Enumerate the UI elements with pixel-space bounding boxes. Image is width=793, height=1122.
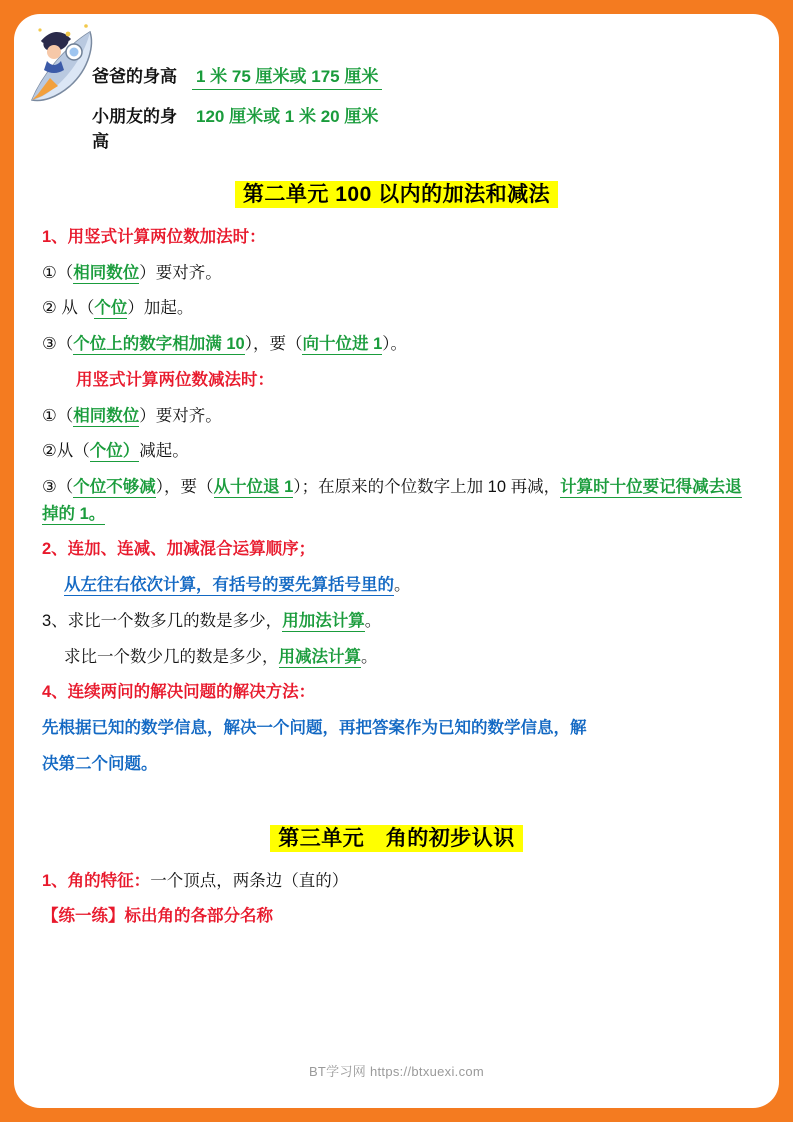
- unit2-sub-rule-3: [42, 474, 751, 527]
- rule-suffix: ）加起。: [127, 299, 194, 318]
- item3-suffix: 。: [364, 611, 382, 630]
- rule-prefix: ①（: [42, 406, 74, 425]
- rule-suffix: 减起。: [139, 442, 189, 461]
- item3-answer: 用加法计算: [282, 611, 365, 630]
- rule-answer-2: 从十位退 1: [213, 478, 294, 497]
- rule-answer: 个位: [94, 299, 128, 318]
- unit2-item4-heading: 4、连续两问的解决问题的解决方法：: [42, 683, 316, 702]
- rule-middle: ），要（: [155, 478, 214, 497]
- unit3-item1: [42, 868, 751, 895]
- rule-answer: 相同数位: [73, 406, 140, 425]
- item3b-answer: 用减法计算: [278, 647, 361, 666]
- unit2-item2-heading: 2、连加、连减、加减混合运算顺序；: [42, 540, 316, 559]
- rule-note: 计算时十位要记得减去退掉的 1。: [42, 478, 742, 523]
- rule-prefix: ③（: [42, 335, 74, 354]
- unit2-item2-body: [42, 572, 751, 599]
- item2-suffix: 。: [394, 576, 411, 595]
- unit3-title: [42, 822, 751, 852]
- height-table: [42, 14, 751, 152]
- rule-suffix: ）要对齐。: [139, 263, 222, 282]
- row-value: 120 厘米或 1 米 20 厘米: [196, 107, 379, 126]
- unit2-item3b: [42, 644, 751, 671]
- row-label: 小朋友的身高: [92, 107, 177, 151]
- footer-watermark: BT学习网 https://btxuexi.com: [308, 1064, 485, 1079]
- table-row: [42, 102, 751, 152]
- rule-middle: ），要（: [244, 335, 303, 354]
- rule-prefix: ③（: [42, 478, 74, 497]
- unit2-sub-rule-1: [42, 403, 751, 430]
- rule-suffix: ）要对齐。: [139, 406, 222, 425]
- item3b-prefix: 求比一个数少几的数是多少，: [64, 647, 279, 666]
- rule-prefix: ②从（: [42, 442, 90, 461]
- item2-answer: 从左往右依次计算，有括号的要先算括号里的: [64, 576, 394, 595]
- item3b-suffix: 。: [361, 647, 378, 666]
- page-content: [14, 14, 779, 1108]
- unit2-sub-heading: 用竖式计算两位数减法时：: [76, 370, 274, 389]
- unit2-title: [42, 178, 751, 208]
- unit2-title-text: 第二单元 100 以内的加法和减法: [235, 181, 558, 208]
- row-value: 1 米 75 厘米或 175 厘米: [192, 62, 382, 90]
- unit2-sub-rule-2: [42, 438, 751, 465]
- rule-prefix: ② 从（: [42, 299, 95, 318]
- rocket-illustration-icon: [20, 16, 116, 112]
- table-row: [42, 62, 751, 90]
- rule-suffix: ）。: [382, 335, 407, 354]
- rule-answer-2: 向十位进 1: [302, 335, 383, 354]
- unit2-add-rule-1: [42, 260, 751, 287]
- unit3-item1-prefix: 1、角的特征：: [42, 871, 151, 890]
- unit2-item4-body-line1: 先根据已知的数学信息，解决一个问题，再把答案作为已知的数学信息，解: [42, 719, 587, 738]
- unit2-item1-heading: 1、用竖式计算两位数加法时：: [42, 228, 266, 246]
- rule-answer-1: 个位上的数字相加满 10: [73, 335, 245, 354]
- row-label: 爸爸的身高: [92, 67, 177, 86]
- unit2-add-rule-3: [42, 331, 751, 358]
- worksheet-page: [14, 14, 779, 1108]
- rule-prefix: ①（: [42, 263, 74, 282]
- rule-answer-1: 个位不够减: [73, 478, 156, 497]
- unit3-item1-body: 一个顶点，两条边（直的）: [150, 871, 349, 890]
- unit2-item3: [42, 608, 751, 635]
- unit2-add-rule-2: [42, 295, 751, 322]
- unit2-item4-body-line2: 决第二个问题。: [42, 754, 158, 773]
- unit3-item2: 【练一练】标出角的各部分名称: [42, 907, 273, 926]
- rule-answer: 相同数位: [73, 263, 140, 282]
- rule-answer: 个位）: [89, 442, 140, 461]
- unit3-title-text: 第三单元 角的初步认识: [270, 825, 523, 852]
- rule-tail: ）；在原来的个位数字上加 10 再减，: [293, 478, 561, 497]
- item3-prefix: 3、求比一个数多几的数是多少，: [42, 611, 283, 630]
